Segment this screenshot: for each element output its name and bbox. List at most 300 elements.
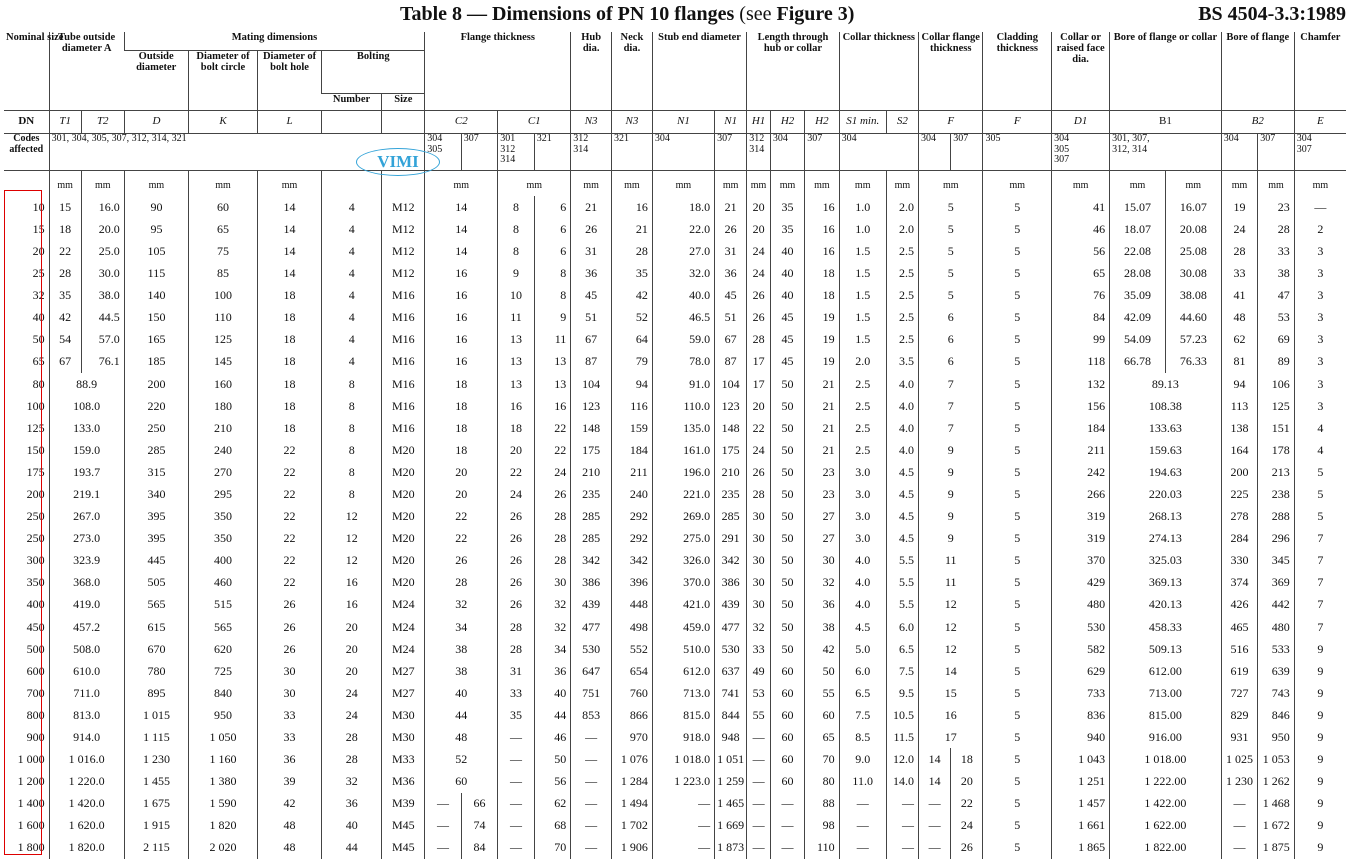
table-cell: 815.00 — [1110, 704, 1222, 726]
table-cell: 60 — [770, 770, 804, 792]
table-cell: 1 262 — [1258, 770, 1295, 792]
table-cell: — — [886, 837, 918, 859]
table-cell: 200 — [26, 486, 45, 501]
table-cell: 45 — [770, 306, 804, 328]
table-cell: — — [571, 770, 612, 792]
table-cell: — — [425, 837, 461, 859]
table-cell: 193.7 — [49, 461, 124, 483]
table-cell: 240 — [612, 483, 653, 505]
table-cell: 457.2 — [49, 616, 124, 638]
table-cell: 50 — [770, 373, 804, 395]
table-cell: 54.09 — [1110, 329, 1166, 351]
table-cell: M24 — [382, 594, 425, 616]
table-cell: 3.5 — [886, 351, 918, 373]
table-cell: 30.08 — [1165, 262, 1221, 284]
table-cell: 20 — [951, 770, 983, 792]
table-cell: 1 160 — [189, 748, 258, 770]
table-row — [4, 306, 1346, 328]
table-cell: 1 422.00 — [1110, 793, 1222, 815]
table-cell: — — [770, 793, 804, 815]
table-cell: 18 — [425, 417, 498, 439]
table-cell: 18 — [257, 284, 321, 306]
table-cell: — — [839, 837, 886, 859]
table-cell: 374 — [1221, 572, 1257, 594]
table-cell: 565 — [124, 594, 188, 616]
table-cell: 619 — [1221, 660, 1257, 682]
table-cell: 65 — [805, 726, 839, 748]
table-cell: M20 — [382, 505, 425, 527]
table-cell: 98 — [805, 815, 839, 837]
table-cell: 6 — [919, 306, 983, 328]
table-cell: — — [1221, 837, 1257, 859]
table-cell: 22 — [534, 417, 571, 439]
table-cell: 30 — [747, 550, 771, 572]
table-cell: 32 — [534, 616, 571, 638]
table-cell: — — [770, 837, 804, 859]
table-cell: 1.0 — [839, 218, 886, 240]
table-cell: 12.0 — [886, 748, 918, 770]
table-cell: 853 — [571, 704, 612, 726]
table-cell: 22.0 — [652, 218, 714, 240]
table-cell: 175 — [26, 464, 45, 479]
table-cell: 780 — [124, 660, 188, 682]
table-cell: 637 — [715, 660, 747, 682]
table-cell: 459.0 — [652, 616, 714, 638]
table-cell: 1.5 — [839, 284, 886, 306]
table-cell: 552 — [612, 638, 653, 660]
table-cell: 11 — [534, 329, 571, 351]
table-cell: 1 051 — [715, 748, 747, 770]
table-cell: 1 420.0 — [49, 793, 124, 815]
table-cell: 612.00 — [1110, 660, 1222, 682]
table-cell: 32 — [747, 616, 771, 638]
table-cell: 18 — [425, 439, 498, 461]
table-cell: 27 — [805, 505, 839, 527]
table-cell: 5 — [983, 748, 1052, 770]
table-cell: 6.0 — [839, 660, 886, 682]
col-bolting: Bolting — [322, 51, 425, 94]
table-cell: 516 — [1221, 638, 1257, 660]
table-cell: 30 — [747, 572, 771, 594]
table-cell: 1.5 — [839, 306, 886, 328]
table-cell: 1 875 — [1258, 837, 1295, 859]
table-cell: 12 — [919, 638, 983, 660]
table-cell: 741 — [715, 682, 747, 704]
table-cell: 323.9 — [49, 550, 124, 572]
table-cell: 25.0 — [81, 240, 124, 262]
table-cell: 66.78 — [1110, 351, 1166, 373]
table-cell: 7 — [919, 395, 983, 417]
table-cell: 670 — [124, 638, 188, 660]
table-row — [4, 682, 1346, 704]
table-cell: 65 — [32, 354, 45, 369]
table-cell: 20 — [498, 439, 534, 461]
table-cell: 85 — [189, 262, 258, 284]
table-cell: 32.0 — [652, 262, 714, 284]
table-cell: 8 — [498, 240, 534, 262]
table-cell: 844 — [715, 704, 747, 726]
table-cell: 30.0 — [81, 262, 124, 284]
table-cell: 1.5 — [839, 262, 886, 284]
table-cell: 67 — [715, 329, 747, 351]
table-cell: 26 — [425, 550, 498, 572]
table-cell: 20.0 — [81, 218, 124, 240]
data-rows — [4, 196, 1346, 859]
col-tube-od: Tube outside diameter A — [49, 32, 124, 111]
table-cell: 916.00 — [1110, 726, 1222, 748]
table-cell: 40 — [425, 682, 498, 704]
table-cell: 18 — [425, 373, 498, 395]
table-cell: 725 — [189, 660, 258, 682]
table-cell: 20 — [32, 243, 45, 258]
table-cell: 22 — [257, 483, 321, 505]
table-cell: 221.0 — [652, 483, 714, 505]
table-cell: 8.5 — [839, 726, 886, 748]
col-bore-flange: Bore of flange — [1221, 32, 1294, 111]
table-cell: 87 — [715, 351, 747, 373]
table-cell: 1 622.00 — [1110, 815, 1222, 837]
table-cell: 60 — [425, 770, 498, 792]
table-cell: 44 — [534, 704, 571, 726]
table-cell: 22 — [257, 439, 321, 461]
table-cell: 1 223.0 — [652, 770, 714, 792]
table-cell: 1 050 — [189, 726, 258, 748]
table-row — [4, 439, 1346, 461]
table-cell: 370.0 — [652, 572, 714, 594]
table-cell: 5 — [983, 439, 1052, 461]
table-cell: 1 661 — [1052, 815, 1110, 837]
table-cell: 50 — [770, 550, 804, 572]
table-cell: 26 — [747, 461, 771, 483]
table-cell: 711.0 — [49, 682, 124, 704]
table-cell: 2.0 — [839, 351, 886, 373]
table-cell: 16.0 — [81, 196, 124, 218]
vimi-stamp: VIMI — [356, 148, 440, 176]
table-cell: 20.08 — [1165, 218, 1221, 240]
table-cell: 23 — [1258, 196, 1295, 218]
table-cell: 20 — [322, 616, 382, 638]
table-cell: 18 — [805, 262, 839, 284]
table-cell: 26 — [951, 837, 983, 859]
table-cell: 3.0 — [839, 505, 886, 527]
table-cell: 42 — [49, 306, 81, 328]
table-cell: 5 — [983, 461, 1052, 483]
table-cell: 211 — [1052, 439, 1110, 461]
col-chamfer: Chamfer — [1294, 32, 1346, 111]
table-cell: 369 — [1258, 572, 1295, 594]
table-cell: 4.0 — [839, 550, 886, 572]
table-cell: 273.0 — [49, 527, 124, 549]
table-cell: — — [425, 815, 461, 837]
table-cell: M24 — [382, 616, 425, 638]
table-cell: 45 — [715, 284, 747, 306]
table-cell: 200 — [1221, 461, 1257, 483]
table-cell: 9 — [919, 483, 983, 505]
table-cell: 24 — [747, 262, 771, 284]
table-cell: 1 822.00 — [1110, 837, 1222, 859]
table-cell: 4.0 — [886, 439, 918, 461]
table-cell: 10 — [498, 284, 534, 306]
table-cell: 4 — [322, 196, 382, 218]
table-cell: 65 — [1052, 262, 1110, 284]
table-cell: 4.5 — [886, 527, 918, 549]
table-cell: 3 — [1294, 373, 1346, 395]
table-cell: 113 — [1221, 395, 1257, 417]
table-cell: 1 702 — [612, 815, 653, 837]
table-cell: 20 — [747, 218, 771, 240]
table-cell: 123 — [571, 395, 612, 417]
table-row — [4, 748, 1346, 770]
table-cell: 386 — [571, 572, 612, 594]
table-cell: 319 — [1052, 505, 1110, 527]
table-cell: 30 — [257, 682, 321, 704]
col-bolt-number: Number — [332, 94, 371, 105]
table-cell: 15 — [49, 196, 81, 218]
table-cell: 6.5 — [839, 682, 886, 704]
table-cell: 28 — [534, 505, 571, 527]
table-header — [0, 0, 1350, 32]
table-cell: 5 — [1294, 461, 1346, 483]
table-row — [4, 527, 1346, 549]
table-cell: 914.0 — [49, 726, 124, 748]
table-cell: 2.0 — [886, 196, 918, 218]
table-cell: 135.0 — [652, 417, 714, 439]
table-cell: 50 — [770, 616, 804, 638]
table-cell: 4 — [1294, 417, 1346, 439]
table-cell: 5 — [983, 262, 1052, 284]
table-cell: 6 — [919, 351, 983, 373]
table-cell: 30 — [747, 527, 771, 549]
table-cell: 1 455 — [124, 770, 188, 792]
table-cell: 60 — [770, 660, 804, 682]
table-cell: 47 — [1258, 284, 1295, 306]
table-cell: 8 — [322, 461, 382, 483]
table-cell: 148 — [571, 417, 612, 439]
table-cell: 84 — [1052, 306, 1110, 328]
table-cell: 42 — [805, 638, 839, 660]
table-cell: 16 — [805, 196, 839, 218]
table-cell: 5 — [983, 505, 1052, 527]
table-cell: 5.5 — [886, 572, 918, 594]
table-cell: 350 — [26, 575, 45, 590]
table-cell: 250 — [26, 509, 45, 524]
table-cell: 5 — [983, 329, 1052, 351]
table-cell: 426 — [1221, 594, 1257, 616]
col-flange-thickness: Flange thickness — [425, 32, 571, 111]
table-cell: 62 — [534, 793, 571, 815]
table-cell: M12 — [382, 262, 425, 284]
table-cell: 4.5 — [886, 461, 918, 483]
table-cell: 8 — [534, 284, 571, 306]
table-cell: 9 — [1294, 748, 1346, 770]
table-cell: 1 494 — [612, 793, 653, 815]
table-cell: M20 — [382, 550, 425, 572]
table-cell: 160 — [189, 373, 258, 395]
table-cell: 22 — [498, 461, 534, 483]
table-cell: 9 — [919, 505, 983, 527]
table-cell: 1 915 — [124, 815, 188, 837]
table-cell: 156 — [1052, 395, 1110, 417]
table-cell: 530 — [1052, 616, 1110, 638]
col-bolt-circle: Diameter of bolt circle — [189, 51, 258, 111]
table-cell: — — [747, 837, 771, 859]
table-cell: 35 — [612, 262, 653, 284]
table-cell: 50 — [770, 439, 804, 461]
table-cell: 11 — [919, 550, 983, 572]
table-cell: 110 — [189, 306, 258, 328]
table-cell: 1 115 — [124, 726, 188, 748]
table-cell: 16 — [612, 196, 653, 218]
table-cell: 460 — [189, 572, 258, 594]
table-cell: 200 — [124, 373, 188, 395]
table-cell: 4 — [1294, 439, 1346, 461]
table-cell: 110 — [805, 837, 839, 859]
table-cell: 18 — [498, 417, 534, 439]
table-cell: 150 — [26, 442, 45, 457]
table-cell: 7.5 — [839, 704, 886, 726]
table-cell: 829 — [1221, 704, 1257, 726]
table-cell: 32 — [32, 288, 45, 303]
table-cell: 647 — [571, 660, 612, 682]
table-cell: 20 — [322, 638, 382, 660]
table-cell: 11.5 — [886, 726, 918, 748]
table-cell: 19 — [1221, 196, 1257, 218]
table-cell: 26 — [571, 218, 612, 240]
table-cell: 1 259 — [715, 770, 747, 792]
table-cell: 20 — [322, 660, 382, 682]
table-cell: M16 — [382, 351, 425, 373]
table-cell: 26 — [498, 594, 534, 616]
table-cell: 12 — [919, 616, 983, 638]
table-cell: 74 — [461, 815, 497, 837]
table-cell: 800 — [26, 707, 45, 722]
table-cell: 4 — [322, 284, 382, 306]
table-cell: 40 — [534, 682, 571, 704]
table-cell: 22 — [257, 527, 321, 549]
table-cell: 918.0 — [652, 726, 714, 748]
table-cell: 19 — [805, 329, 839, 351]
table-cell: 1 043 — [1052, 748, 1110, 770]
table-cell: 300 — [26, 553, 45, 568]
table-cell: 24 — [951, 815, 983, 837]
table-cell: 1 230 — [124, 748, 188, 770]
table-cell: 284 — [1221, 527, 1257, 549]
table-cell: 28 — [747, 329, 771, 351]
table-cell: 132 — [1052, 373, 1110, 395]
table-cell: 28 — [747, 483, 771, 505]
table-row — [4, 417, 1346, 439]
table-cell: 40.0 — [652, 284, 714, 306]
table-cell: 22 — [534, 439, 571, 461]
table-cell: — — [1294, 196, 1346, 218]
table-cell: 115 — [124, 262, 188, 284]
table-cell: 345 — [1258, 550, 1295, 572]
table-cell: 1 620.0 — [49, 815, 124, 837]
table-cell: 44.60 — [1165, 306, 1221, 328]
table-cell: 1.0 — [839, 196, 886, 218]
table-cell: 3 — [1294, 262, 1346, 284]
table-cell: — — [498, 793, 534, 815]
table-cell: 2.5 — [886, 284, 918, 306]
table-cell: 5 — [983, 837, 1052, 859]
table-cell: 846 — [1258, 704, 1295, 726]
table-cell: 12 — [919, 594, 983, 616]
table-cell: 19 — [805, 351, 839, 373]
table-cell: 292 — [612, 505, 653, 527]
table-cell: 5 — [1294, 483, 1346, 505]
table-cell: 14 — [919, 660, 983, 682]
table-row — [4, 770, 1346, 792]
table-cell: 104 — [571, 373, 612, 395]
table-cell: 275.0 — [652, 527, 714, 549]
table-cell: 4 — [322, 351, 382, 373]
table-cell: 38 — [425, 660, 498, 682]
table-cell: 16 — [425, 329, 498, 351]
table-cell: 3 — [1294, 306, 1346, 328]
table-cell: — — [498, 726, 534, 748]
table-cell: 175 — [715, 439, 747, 461]
table-cell: 2 — [1294, 218, 1346, 240]
table-cell: 1 025 — [1221, 748, 1257, 770]
table-cell: 242 — [1052, 461, 1110, 483]
table-cell: 14 — [425, 240, 498, 262]
table-cell: 159.0 — [49, 439, 124, 461]
table-cell: 4.5 — [886, 505, 918, 527]
table-cell: 16 — [425, 351, 498, 373]
table-cell: 159 — [612, 417, 653, 439]
table-cell: 1 015 — [124, 704, 188, 726]
table-cell: 18 — [805, 284, 839, 306]
table-cell: 620 — [189, 638, 258, 660]
table-cell: 15 — [32, 221, 45, 236]
table-cell: 24 — [498, 483, 534, 505]
table-cell: 250 — [26, 531, 45, 546]
table-cell: 32 — [534, 594, 571, 616]
table-cell: 940 — [1052, 726, 1110, 748]
table-cell: 5 — [983, 682, 1052, 704]
table-cell: 9 — [919, 461, 983, 483]
table-cell: 5 — [983, 594, 1052, 616]
table-cell: 340 — [124, 483, 188, 505]
table-row — [4, 240, 1346, 262]
table-row — [4, 837, 1346, 859]
table-cell: 458.33 — [1110, 616, 1222, 638]
table-cell: 26 — [257, 594, 321, 616]
table-cell: 50 — [770, 395, 804, 417]
table-cell: 80 — [805, 770, 839, 792]
table-cell: 3 — [1294, 395, 1346, 417]
table-cell: 235 — [571, 483, 612, 505]
table-cell: 16 — [805, 240, 839, 262]
table-cell: 713.0 — [652, 682, 714, 704]
table-cell: 64 — [612, 329, 653, 351]
table-cell: 125 — [189, 329, 258, 351]
table-cell: 13 — [534, 351, 571, 373]
table-cell: 145 — [189, 351, 258, 373]
table-cell: 13 — [498, 373, 534, 395]
table-cell: 225 — [1221, 483, 1257, 505]
table-cell: 14 — [425, 218, 498, 240]
table-cell: 32 — [322, 770, 382, 792]
table-cell: 11 — [919, 572, 983, 594]
table-cell: 31 — [571, 240, 612, 262]
table-cell: 4 — [322, 306, 382, 328]
table-cell: 1 380 — [189, 770, 258, 792]
table-cell: 40 — [770, 262, 804, 284]
table-cell: 30 — [805, 550, 839, 572]
table-cell: 211 — [612, 461, 653, 483]
col-hub-dia: Hub dia. — [571, 32, 612, 111]
